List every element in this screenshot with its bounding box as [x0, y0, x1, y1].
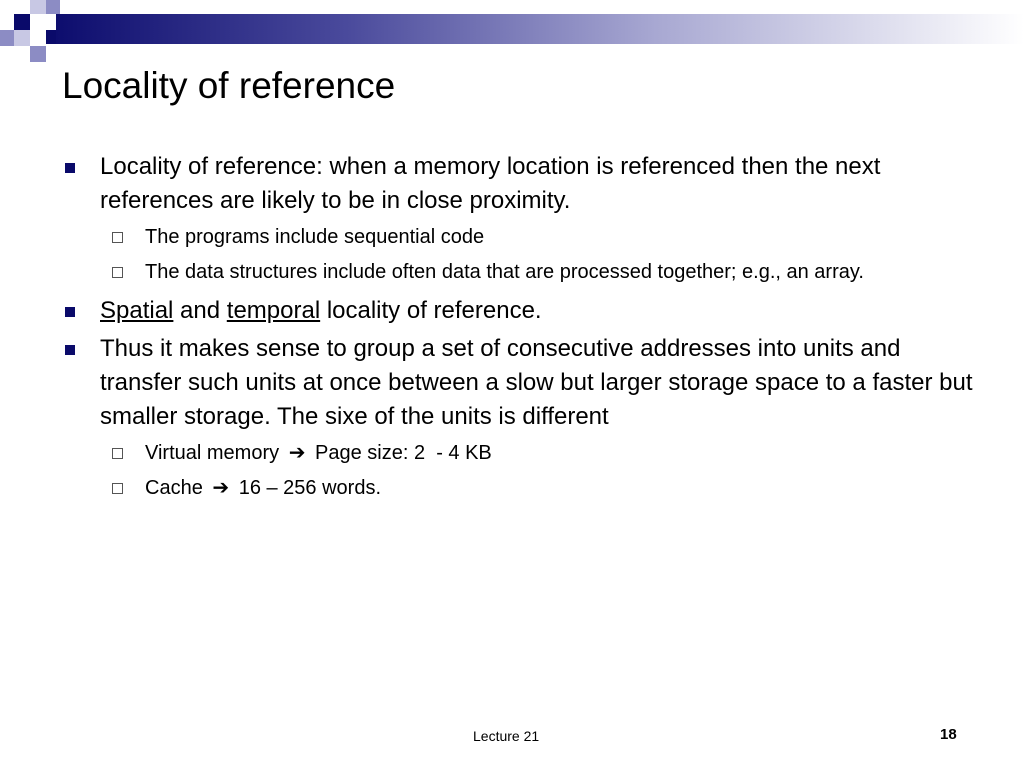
sub-bullet-item — [62, 472, 982, 504]
hollow-square-bullet-icon — [112, 483, 123, 494]
sub-bullet-item — [62, 221, 982, 253]
filled-square-bullet-icon — [65, 163, 75, 173]
bullet-item — [62, 332, 982, 434]
bullet-item — [62, 150, 982, 218]
decor-square — [30, 46, 46, 62]
decor-square — [30, 0, 46, 14]
sub-bullet-value: Page size: 2 - 4 KB — [315, 442, 492, 464]
hollow-square-bullet-icon — [112, 448, 123, 459]
spatial-term: Spatial — [100, 297, 174, 324]
filled-square-bullet-icon — [65, 307, 75, 317]
sub-bullet-item — [62, 256, 982, 288]
sub-bullet-label: Virtual memory — [145, 442, 280, 464]
header-banner — [56, 14, 1024, 44]
bullet-text: Thus it makes sense to group a set of consecutive addresses into units and transfer such units at once between a slow but larger storage space to a faster but smaller storage. The sixe of the units is different — [100, 335, 973, 430]
filled-square-bullet-icon — [65, 345, 75, 355]
decor-square — [0, 30, 14, 46]
bullet-text: locality of reference. — [320, 297, 542, 324]
right-arrow-icon: ➔ — [288, 442, 306, 464]
right-arrow-icon: ➔ — [212, 477, 230, 499]
decor-square — [14, 30, 30, 46]
sub-bullet-value: 16 – 256 words. — [238, 477, 382, 499]
decor-square — [46, 0, 60, 14]
conjunction-text: and — [173, 297, 227, 324]
sub-bullet-label: Cache — [145, 477, 203, 499]
hollow-square-bullet-icon — [112, 232, 123, 243]
hollow-square-bullet-icon — [112, 267, 123, 278]
sub-bullet-item — [62, 437, 982, 469]
slide-title: Locality of reference — [62, 65, 396, 106]
temporal-term: temporal — [226, 297, 321, 324]
bullet-text: Locality of reference: when a memory location is referenced then the next references are likely to be in close proximity. — [100, 153, 881, 214]
footer-lecture-label: Lecture 21 — [473, 728, 540, 744]
page-number: 18 — [940, 726, 957, 743]
slide-body — [62, 150, 982, 504]
decor-square — [14, 14, 30, 30]
sub-bullet-text: The data structures include often data that are processed together; e.g., an array. — [145, 261, 864, 283]
sub-bullet-text: The programs include sequential code — [145, 226, 485, 248]
bullet-item — [62, 294, 982, 328]
